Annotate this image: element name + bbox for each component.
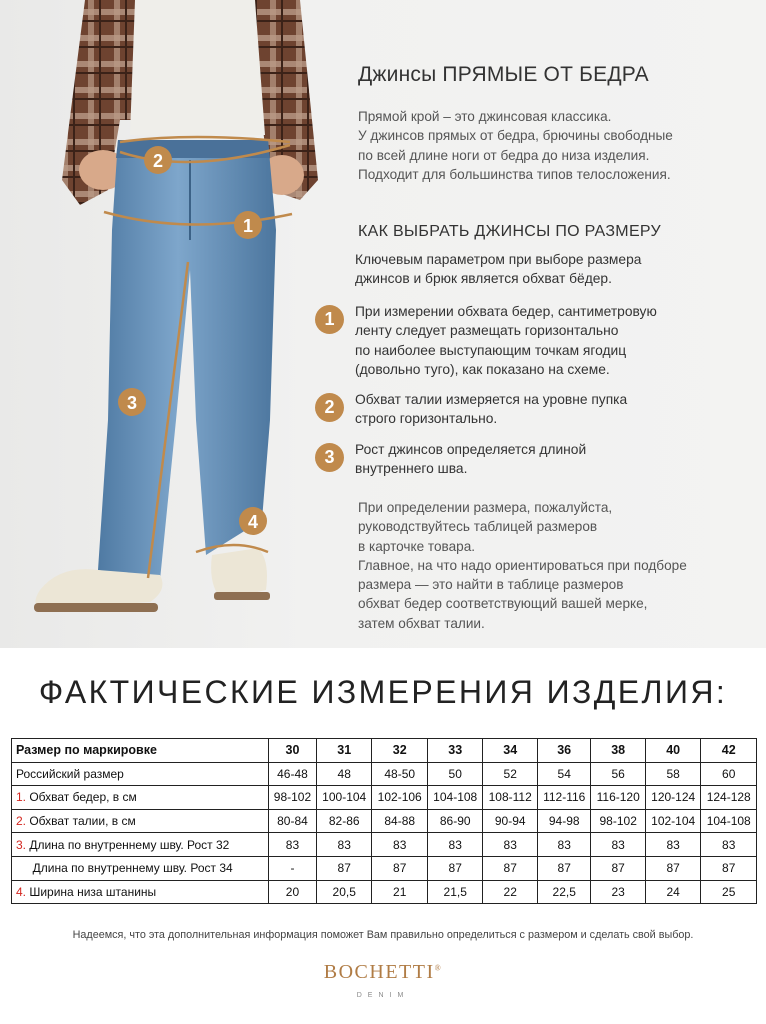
table-row [12,786,757,810]
row-number: 2. [16,814,27,829]
size-guide-title: КАК ВЫБРАТЬ ДЖИНСЫ ПО РАЗМЕРУ [358,223,661,240]
table-cell: 90-94 [483,809,538,833]
measurements-title: ФАКТИЧЕСКИЕ ИЗМЕРЕНИЯ ИЗДЕЛИЯ: [38,674,728,710]
size-table [11,738,757,904]
product-title: Джинсы ПРЯМЫЕ ОТ БЕДРА [358,63,649,86]
size-table-header-row [12,739,757,763]
table-cell: 48-50 [372,762,428,786]
step-text-1: При измерении обхвата бедер, сантиметровую ленту следует размещать горизонтально по наиболее выступающим точкам ягодиц (довольно туго), как показано на схеме. [355,304,657,377]
table-cell: 22,5 [537,880,590,904]
size-guide-footer: При определении размера, пожалуйста, руководствуйтесь таблицей размеров в карточке товара. Главное, на что надо ориентироваться при подборе размера — это найти в таблице размеров обхват бедер соответствующий вашей мерке, затем обхват талии. [358,500,687,631]
table-cell: 54 [537,762,590,786]
row-label-text: Длина по внутреннему шву. Рост 34 [16,861,233,876]
step-badge-3: 3 [315,443,344,472]
brand-name: BOCHETTI [323,961,435,983]
table-cell: 87 [645,856,701,880]
table-cell: 86-90 [427,809,483,833]
closing-note: Надеемся, что эта дополнительная информация поможет Вам правильно определиться с размером и сделать свой выбор. [72,929,694,941]
step-badge-1: 1 [315,305,344,334]
brand-logo [0,961,766,984]
table-cell: 87 [701,856,757,880]
table-cell: 98-102 [591,809,646,833]
table-cell: 83 [427,833,483,857]
size-header-cell: 31 [316,739,372,763]
table-cell: 87 [591,856,646,880]
table-cell: 82-86 [316,809,372,833]
table-cell: 120-124 [645,786,701,810]
step-text-2: Обхват талии измеряется на уровне пупка строго горизонтально. [355,392,628,427]
table-cell: 104-108 [701,809,757,833]
table-cell: 23 [591,880,646,904]
table-row [12,880,757,904]
size-table-header-label: Размер по маркировке [12,739,269,763]
table-cell: 60 [701,762,757,786]
table-cell: 83 [269,833,317,857]
svg-text:1: 1 [242,216,254,236]
table-row [12,833,757,857]
table-cell: 25 [701,880,757,904]
table-cell: 108-112 [483,786,538,810]
table-cell: 20 [269,880,317,904]
table-cell: 102-104 [645,809,701,833]
row-label-text: Ширина низа штанины [26,884,157,899]
table-cell: 22 [483,880,538,904]
registered-mark: ® [434,963,443,973]
table-cell: 112-116 [537,786,590,810]
table-cell: 83 [316,833,372,857]
step-badge-2: 2 [315,393,344,422]
table-cell: 124-128 [701,786,757,810]
svg-text:3: 3 [126,393,138,413]
table-row [12,809,757,833]
row-label [12,809,269,833]
table-cell: 102-106 [372,786,428,810]
table-cell: 87 [427,856,483,880]
table-row [12,762,757,786]
size-header-cell: 40 [645,739,701,763]
row-label [12,786,269,810]
table-cell: 83 [537,833,590,857]
row-label-text: Российский размер [16,766,124,781]
table-cell: 21,5 [427,880,483,904]
table-cell: 58 [645,762,701,786]
table-cell: 98-102 [269,786,317,810]
row-number: 1. [16,790,27,805]
table-cell: 48 [316,762,372,786]
size-header-cell: 42 [701,739,757,763]
table-cell: 80-84 [269,809,317,833]
table-cell: 83 [483,833,538,857]
size-header-cell: 38 [591,739,646,763]
table-cell: 104-108 [427,786,483,810]
table-cell: 21 [372,880,428,904]
table-cell: 94-98 [537,809,590,833]
table-cell: 100-104 [316,786,372,810]
row-label-text: Обхват талии, в см [26,814,136,829]
row-label-text: Длина по внутреннему шву. Рост 32 [26,837,230,852]
table-cell: 84-88 [372,809,428,833]
row-label [12,833,269,857]
size-header-cell: 32 [372,739,428,763]
size-header-cell: 33 [427,739,483,763]
table-cell: 83 [701,833,757,857]
intro-paragraph: Прямой крой – это джинсовая классика. У джинсов прямых от бедра, брючины свободные по всей длине ноги от бедра до низа изделия. Подходит для большинства типов телосложения. [358,109,673,182]
step-text-3: Рост джинсов определяется длиной внутреннего шва. [355,442,587,477]
table-cell: 20,5 [316,880,372,904]
size-guide-lead: Ключевым параметром при выборе размера джинсов и брюк является обхват бёдер. [355,252,642,287]
table-cell: 56 [591,762,646,786]
table-cell: 83 [372,833,428,857]
table-cell: 24 [645,880,701,904]
table-cell: 50 [427,762,483,786]
size-header-cell: 34 [483,739,538,763]
table-row [12,856,757,880]
table-cell: - [269,856,317,880]
brand-subtitle: DENIM [356,992,410,999]
size-header-cell: 30 [269,739,317,763]
table-cell: 87 [372,856,428,880]
svg-text:4: 4 [247,512,259,532]
row-label-text: Обхват бедер, в см [26,790,137,805]
size-header-cell: 36 [537,739,590,763]
table-cell: 83 [645,833,701,857]
table-cell: 116-120 [591,786,646,810]
table-cell: 87 [537,856,590,880]
table-cell: 83 [591,833,646,857]
row-label [12,856,269,880]
table-cell: 46-48 [269,762,317,786]
svg-text:2: 2 [152,151,164,171]
row-number: 4. [16,884,27,899]
row-label [12,762,269,786]
table-cell: 52 [483,762,538,786]
table-cell: 87 [316,856,372,880]
row-number: 3. [16,837,27,852]
table-cell: 87 [483,856,538,880]
row-label [12,880,269,904]
